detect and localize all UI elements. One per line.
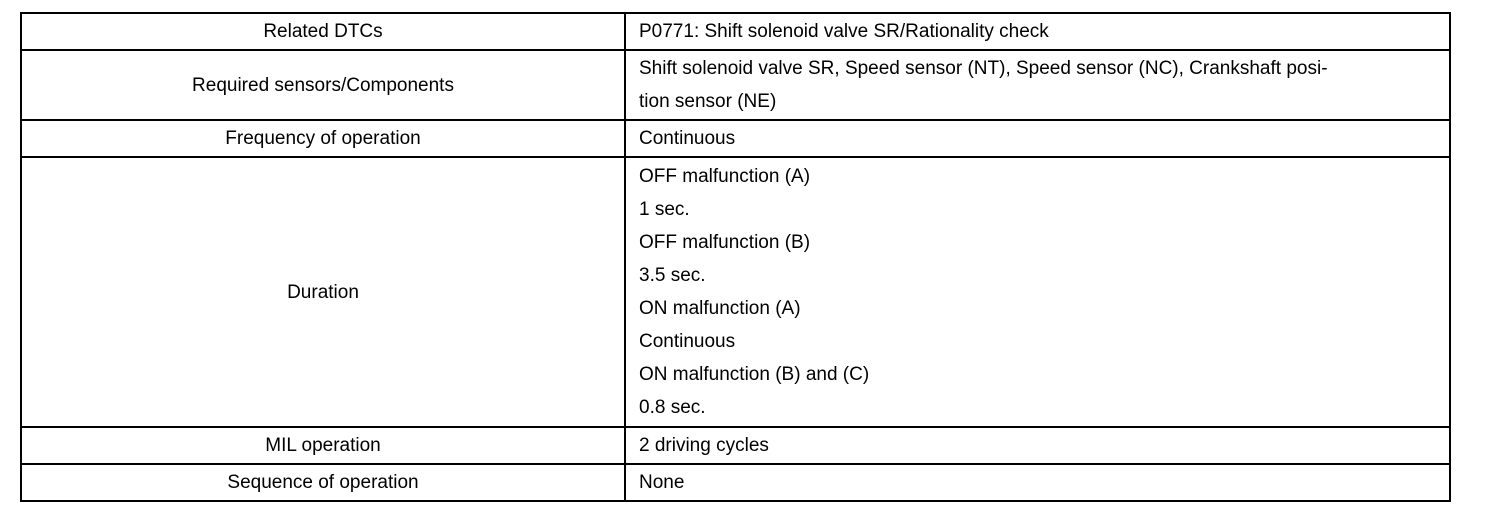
row-label: Duration	[21, 157, 625, 427]
table-row-duration	[21, 157, 1450, 427]
dtc-spec-table	[20, 12, 1451, 502]
value-line: P0771: Shift solenoid valve SR/Rationality check	[639, 21, 1049, 42]
value-line: ON malfunction (A)	[639, 298, 801, 319]
table-row-related-dtcs	[21, 13, 1450, 50]
value-line: 2 driving cycles	[639, 435, 769, 456]
value-line: OFF malfunction (A)	[639, 166, 811, 187]
value-line: tion sensor (NE)	[639, 91, 777, 112]
row-label: Related DTCs	[21, 13, 625, 50]
row-value	[625, 157, 1450, 427]
table-row-required-sensors	[21, 50, 1450, 120]
value-line: 3.5 sec.	[639, 265, 706, 286]
value-line: Continuous	[639, 331, 736, 352]
value-line: Continuous	[639, 128, 736, 149]
row-value	[625, 464, 1450, 501]
row-label: Frequency of operation	[21, 120, 625, 157]
value-line: OFF malfunction (B)	[639, 232, 811, 253]
value-line: 0.8 sec.	[639, 397, 706, 418]
value-line: Shift solenoid valve SR, Speed sensor (NT), Speed sensor (NC), Crankshaft posi-	[639, 58, 1328, 79]
value-line: None	[639, 472, 685, 493]
value-line: ON malfunction (B) and (C)	[639, 364, 870, 385]
row-value	[625, 427, 1450, 464]
value-line: 1 sec.	[639, 199, 690, 220]
row-label: Sequence of operation	[21, 464, 625, 501]
table-row-sequence	[21, 464, 1450, 501]
row-value	[625, 120, 1450, 157]
row-label: Required sensors/Components	[21, 50, 625, 120]
row-value	[625, 50, 1450, 120]
row-value	[625, 13, 1450, 50]
row-label: MIL operation	[21, 427, 625, 464]
table-row-mil-operation	[21, 427, 1450, 464]
table-row-frequency	[21, 120, 1450, 157]
